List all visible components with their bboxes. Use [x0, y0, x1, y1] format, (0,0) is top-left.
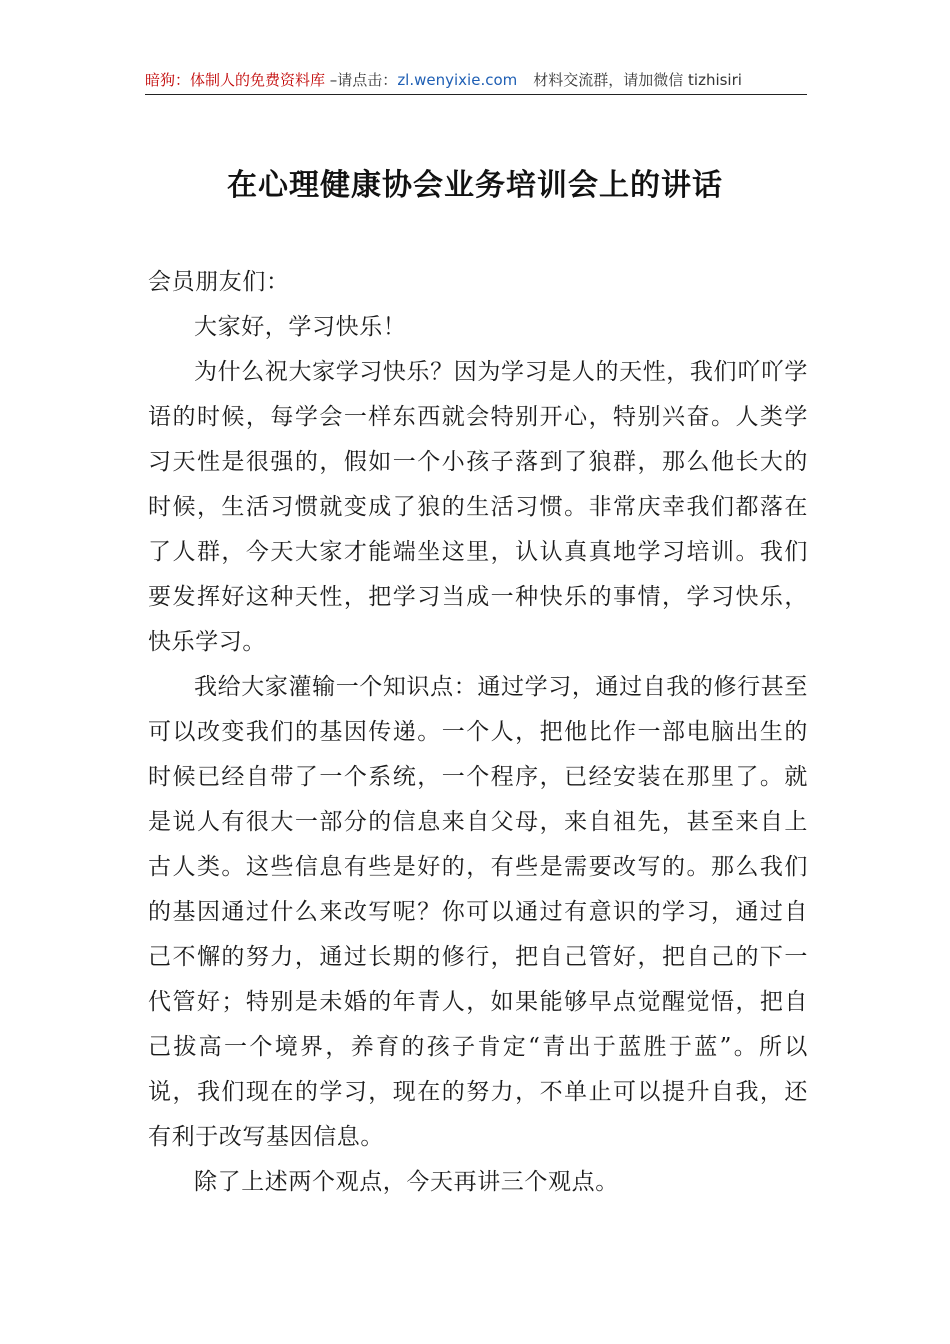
document-title: 在心理健康协会业务培训会上的讲话 — [227, 168, 723, 203]
paragraph-greeting: 大家好，学习快乐！ — [194, 314, 407, 340]
paragraph-learning-nature: 为什么祝大家学习快乐？因为学习是人的天性，我们吖吖学语的时候，每学会一样东西就会特别开心，特别兴奋。人类学习天性是很强的，假如一个小孩子落到了狼群，那么他长大的时候，生活习惯就变成了狼的生活习惯。非常庆幸我们都落在了人群，今天大家才能端坐这里，认认真真地学习培训。我们要发挥好这种天性，把学习当成一种快乐的事情，学习快乐，快乐学习。 — [148, 359, 808, 655]
paragraph-transition: 除了上述两个观点，今天再讲三个观点。 — [194, 1169, 619, 1195]
header-brand: 暗狗：体制人的免费资料库 — [145, 71, 326, 89]
page-header — [145, 66, 807, 95]
document-body — [148, 260, 808, 1205]
salutation: 会员朋友们： — [148, 269, 290, 295]
header-separator: – — [325, 71, 338, 89]
header-contact: 材料交流群，请加微信 tizhisiri — [533, 71, 742, 89]
paragraph-gene-rewrite: 我给大家灌输一个知识点：通过学习，通过自我的修行甚至可以改变我们的基因传递。一个人，把他比作一部电脑出生的时候已经自带了一个系统，一个程序，已经安装在那里了。就是说人有很大一部分的信息来自父母，来自祖先，甚至来自上古人类。这些信息有些是好的，有些是需要改写的。那么我们的基因通过什么来改写呢？你可以通过有意识的学习，通过自己不懈的努力，通过长期的修行，把自己管好，把自己的下一代管好；特别是未婚的年青人，如果能够早点觉醒觉悟，把自己拔高一个境界，养育的孩子肯定“青出于蓝胜于蓝”。所以说，我们现在的学习，现在的努力，不单止可以提升自我，还有利于改写基因信息。 — [148, 674, 808, 1150]
header-prompt: 请点击： — [337, 71, 398, 89]
header-link[interactable]: zl.wenyixie.com — [397, 71, 518, 89]
